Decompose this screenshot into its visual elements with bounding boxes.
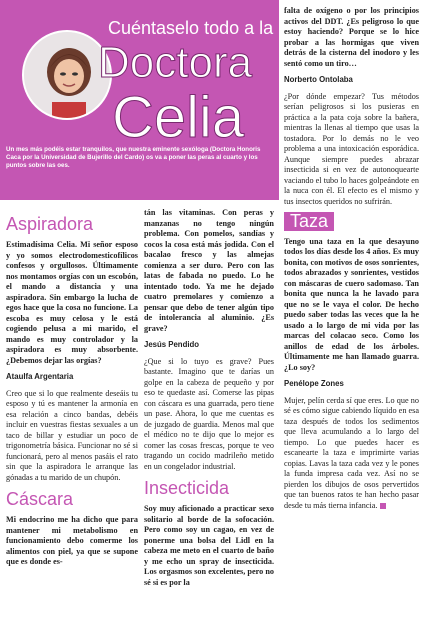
end-of-article-icon	[380, 503, 386, 509]
letter-cascara-continued: tán las vitaminas. Con peras y manzanas no tengo ningún problema. Con pomelos, sandías y cocos la cosa está más jodida. Con el bacalao fresco y las almejas comienza a ser duro. Pero con las latas de fabada no puedo. Lo he intentado todo. Ya me he dejado cuatro premolares y comienzo a pensar que debo de tener algún tipo de intolerancia al aluminio. ¿Es grave?	[144, 208, 274, 333]
signature-taza: Penélope Zones	[284, 379, 344, 388]
signature-aspiradora: Ataulfa Argentaria	[6, 372, 74, 381]
signature-insecticida: Norberto Ontolaba	[284, 75, 353, 84]
header-title-line2: Celia	[112, 85, 245, 150]
letter-cascara-start: Mi endocrino me ha dicho que para mantener mi metabolismo en funcionamiento debo comerme los alimentos con piel, ya que se supone que es donde es-	[6, 515, 138, 566]
header-title-small: Cuéntaselo todo a la	[108, 18, 274, 38]
section-heading-taza: Taza	[284, 212, 334, 231]
column-1	[6, 208, 138, 618]
header-banner	[0, 0, 279, 200]
section-heading-insecticida: Insecticida	[144, 478, 230, 498]
section-heading-cascara: Cáscara	[6, 489, 74, 509]
letter-insecticida-part2: falta de oxígeno o por los principios activos del DDT. ¿Es peligroso lo que estoy haciendo? Porque se lo hice probar a las hormigas que viven detrás de la cisterna del inodoro y les sentó como un tiro…	[284, 6, 419, 68]
reply-taza-text: Mujer, pelín cerda sí que eres. Lo que no sé es cómo sigue cabiendo líquido en esa taza después de todos los sedimentos que lleva acumulando a lo largo del tiempo. Lo que puedes hacer es escanearte la taza e imprimirte varias copias. Lavas la taza cada vez y le pones la funda impresa cada vez. Así no se pierden los dibujos de osos pervertidos que tan buenos ratos te han hecho pasar desde tu más tierna infancia.	[284, 395, 419, 510]
column-2	[144, 208, 274, 618]
reply-aspiradora: Creo que si lo que realmente deseáis tu esposo y tú es mantener la armonía en esa relación a cinco bandas, debéis incluir en vuestras fiestas sexuales a un taco de billar y estudiar un poco de trigonometría básica. Funcionar no sé si funcionará, pero al menos pasáis el rato sin que la aspiradora le arranque las gónadas a tu marido de un chupón.	[6, 388, 138, 482]
letter-insecticida-part1: Soy muy aficionado a practicar sexo solitario al borde de la sofocación. Pero como soy un cagao, en vez de ponerme una bolsa del Lidl en la cabeza me meto en el cuarto de baño y me echo un spray de insecticida. Los orgasmos son excelentes, pero no sé si es por la	[144, 504, 274, 587]
column-3	[284, 6, 419, 616]
section-heading-aspiradora: Aspiradora	[6, 214, 94, 234]
reply-taza	[284, 396, 419, 512]
letter-aspiradora: Estimadísima Celia. Mi señor esposo y yo somos electrodomesticofílicos confesos y orgullosos. Últimamente nos montamos orgías con un escobón, el mando a distancia y una aspiradora. Sin embargo la lucha de egos hace que la cosa no funcione. La escoba es muy celosa y le está cogiendo pelusa a mi marido, el mando es muy controlador y la aspiradora es muy absorbente. ¿Debemos dejar las orgías?	[6, 240, 138, 365]
letter-taza: Tengo una taza en la que desayuno todos los días desde los 4 años. Es muy bonita, con motivos de osos sonrientes, todos abrazados y sonrientes, vestidos con máscaras de cuero sadomaso. Tan bonita que nunca la he lavado para que no se le vaya el color. De hecho puedo saber todas las veces que la he usado a lo largo de mi vida por las marcas del colacao seco. Como los anillos de edad de los árboles. Últimamente me han llamado guarra. ¿Lo soy?	[284, 236, 419, 372]
header-title-line1: Doctora	[98, 38, 253, 87]
reply-cascara: ¿Que si lo tuyo es grave? Pues bastante. Imagino que te darías un golpe en la cabeza de pequeño y por eso te quedaste así. Comerse las pipas con cáscara es una guarrada, pero tiene un pase. Ahora, lo que me cuentas es de juzgado de guardia. Menos mal que el médico no te dijo que lo mejor es comer las cosas frescas, porque te veo tragando un cocido madrileño metido en un congelador industrial.	[144, 356, 274, 471]
reply-insecticida: ¿Por dónde empezar? Tus métodos serían peligrosos si los pusieras en práctica a la pata coja sobre la bañera, mientras la llenas al tiempo que usas la tostadora. Por lo demás no le veo problema a una intoxicación esporádica. Aunque siempre puedes abrazar insecticida si en vez de autonoquearte vaciando el tubo lo haces golpeándote en la nuca con él. El efecto es el mismo y tus insectos queridos no sufrirán.	[284, 91, 419, 206]
header-subtitle: Un mes más podéis estar tranquilos, que nuestra eminente sexóloga (Doctora Honoris Caca por la Universidad de Bujerillo del Cardo) os va a poner las peras al cuarto y los puntos sobre las oes.	[6, 146, 261, 169]
signature-cascara: Jesús Pendido	[144, 340, 200, 349]
